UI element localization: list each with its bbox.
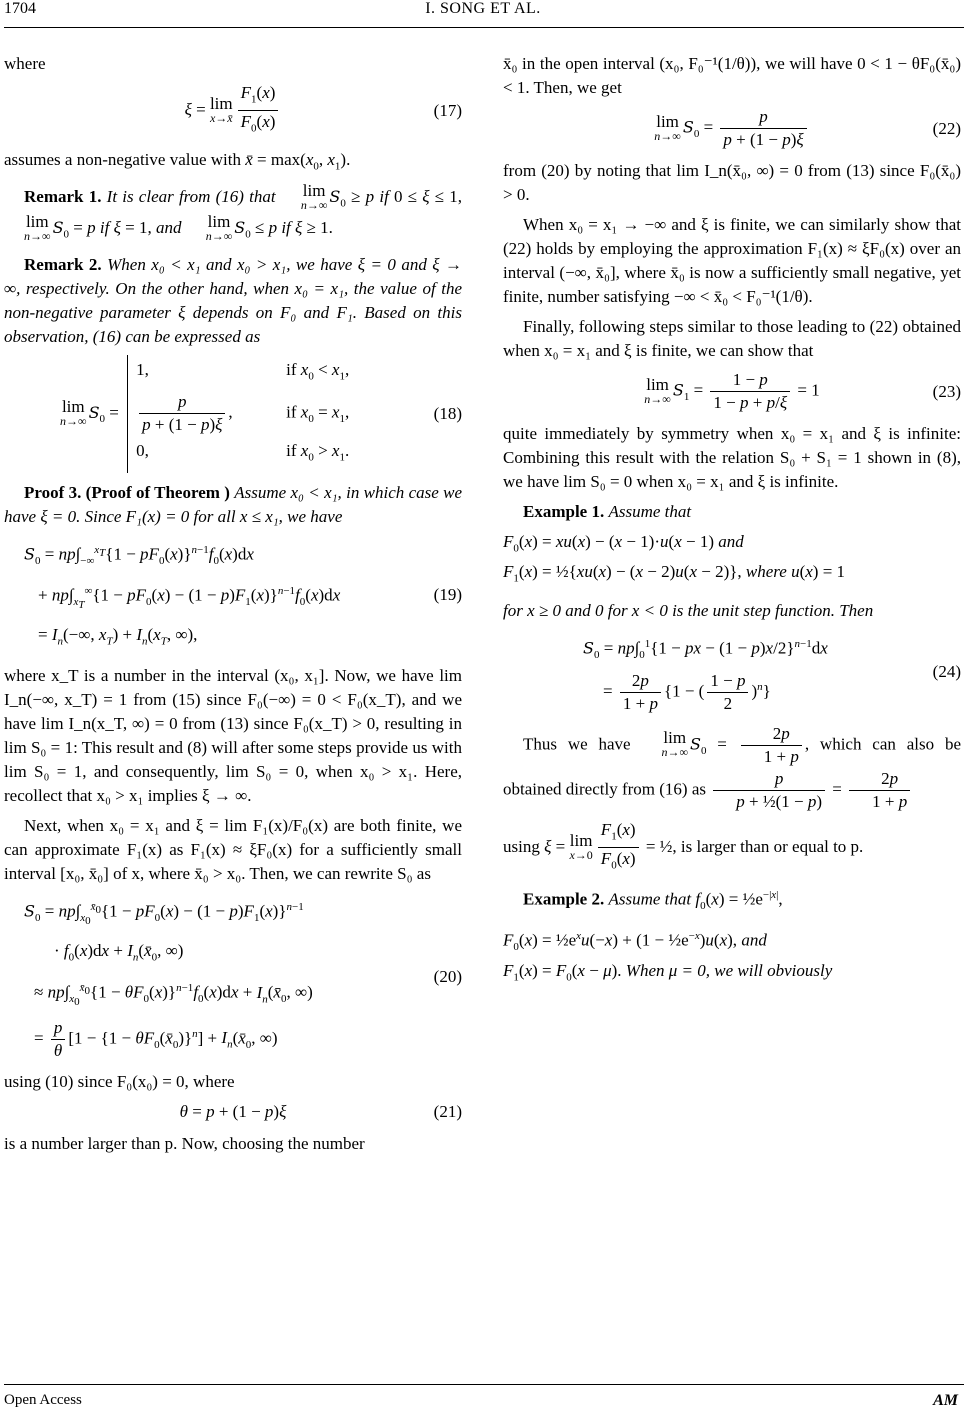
- example-1-definitions: $F_0(x) = xu(x) - (x - 1)\cdot u(x - 1)$ and $F_1(x)$ = ½{xu(x) − (x − 2)u(x − 2)}, where u(x) = 1: [503, 532, 846, 585]
- equation-24: $S_0 = np\int_0^1\{1$ − px − (1 − p)x/2}$^{n-1}$dx = $\frac{2p}{1 + p}$ {1 − ( $\frac{1 - p}{2}$ )$^n$} (24): [583, 637, 961, 713]
- from-20-text: from (20) by noting that lim I_n(x̄₀, ∞) = 0 from (13) since F₀(x̄₀) > 0.: [503, 161, 961, 204]
- remark-1: Remark 1. It is clear from (16) that lim n→∞ $S_0 \ge p$ if 0 ≤ ξ ≤ 1, lim n→∞ $S_0 = p$ if ξ = 1, and lim n→∞ $S_0 \le p$ if ξ ≥ 1.: [24, 181, 463, 244]
- footer-journal: AM: [933, 1392, 958, 1409]
- header-rule: [4, 27, 964, 28]
- assumes-text: assumes a non-negative value with x̄ = $\max(x_0$, $x_1$).: [4, 149, 351, 173]
- equation-20: $S_0 = np\int_{x_0}^{x̄_0}\{1 - pF_0(x) - (1 - p)F_1(x)\}^{n-1}$ · $f_0(x)dx$ + $I_n(x̄_0$, ∞) ≈ $np\int_{x_0}^{x̄_0}\{1 - \theta F_0(x)\}^{n-1}f_0(x)dx$ + $I_n(x̄_0$, ∞) = $\frac{p}{\theta}$ $[1 - \{1 - \theta F_0(x̄_0)\}^n]$ + $I_n(x̄_0$, ∞) (20): [24, 901, 462, 1061]
- equation-number: (22): [932, 118, 961, 138]
- using-text: using ξ = lim x→0 $\frac{F_1(x)}{F_0(x)}$ = ½, is larger than or equal to p.: [503, 819, 961, 877]
- next-paragraph: Next, when x₀ = x₁ and ξ = lim F₁(x)/F₀(x) are both finite, we can approximate F₁(x) as F₁(x) ≈ ξF₀(x) for a sufficiently small interval [x₀, x̄₀] of x, where x̄₀ > x₀. Then, we can rewrite S₀ as: [4, 816, 462, 884]
- page-number: 1704: [4, 0, 36, 17]
- last-line-left: is a number larger than p. Now, choosing the number: [4, 1134, 365, 1154]
- equation-number: (19): [433, 585, 462, 605]
- equation-number: (21): [433, 1102, 462, 1122]
- example-1: Example 1. Assume that: [523, 502, 692, 521]
- left-column: [4, 52, 462, 1162]
- equation-number: (20): [433, 967, 462, 987]
- equation-number: (23): [932, 381, 961, 401]
- example-2-definitions: $F_0(x)$ = $\frac{1}{2}e^xu(-x) + (1$ − $\frac{1}{2}e^{-x})u(x)$, and $F_1(x) = F_0(x - \mu)$. When μ = 0, we will obviously: [503, 929, 833, 984]
- equation-18: lim n→∞ $S_0$ = 1, if $x_0 < x_1$, $\frac{p}{p + (1 - p)\xi}$ , if $x_0 = x_1$, 0, if $x_0 > x_1$. (18): [4, 355, 462, 473]
- where-paragraph: where x_T is a number in the interval (x₀, x₁]. Now, we have lim I_n(−∞, x_T) = 1 from (15) since F₀(−∞) = 0 < F₀(x_T), and we have lim I_n(x_T, ∞) = 0 from (13) since F₀(x_T) > 0, resulting in lim S₀ = 1: This result and (8) will after some steps provide us with lim S₀ = 1, and consequently, lim S₀ = 0, when x₀ > x₁. Here, recollect that x₀ > x₁ implies ξ → ∞.: [4, 666, 462, 806]
- equation-number: (18): [433, 403, 462, 423]
- equation-number: (24): [932, 661, 961, 681]
- running-title: I. SONG ET AL.: [425, 0, 541, 17]
- equation-21: θ = p + (1 − p)ξ (21): [4, 1100, 462, 1124]
- interval-text: x̄₀ in the open interval (x₀, F₀⁻¹(1/θ)), we will have 0 < 1 − θF₀(x̄₀) < 1. Then, we get: [503, 54, 961, 97]
- equation-19: $S_0 = np\int_{-\infty}^{x_T}\{1 - pF_0(x)\}^{n-1}f_0(x)dx$ + $np\int_{x_T}^\infty\{1 - pF_0(x) - (1 - p)F_1(x)\}^{n-1}f_0(x)dx$ = $I_n(-\infty$, $x_T) + I_n(x_T$, ∞), (19): [24, 543, 462, 648]
- equation-number: (17): [433, 100, 462, 120]
- finally-paragraph: Finally, following steps similar to those leading to (22) obtained when x₀ = x₁ and ξ is finite, we can show that: [503, 317, 961, 360]
- using-10-text: using (10) since F₀(x₀) = 0, where: [4, 1072, 235, 1092]
- where-text: where: [4, 54, 46, 73]
- thus-text: Thus we have lim n→∞ $S_0$ = $\frac{2p}{1 + p}$ , which can also be obtained directly from (16) as $\frac{p}{\text{p + ½(1 − p)}}$ = $\frac{2p}{1 + p}$: [503, 723, 961, 811]
- quite-paragraph: quite immediately by symmetry when x₀ = x₁ and ξ is infinite: Combining this result with the relation S₀ + S₁ = 1 shown in (8), we have lim S₀ = 0 when x₀ = x₁ and ξ is infinite.: [503, 424, 961, 491]
- footer-rule: [4, 1384, 964, 1385]
- remark-2: Remark 2. When x₀ < x₁ and x₀ > x₁, we have ξ = 0 and ξ → ∞, respectively. On the other hand, when x₀ = x₁, the value of the non-negative parameter ξ depends on F₀ and F₁. Based on this observation, (16) can be expressed as: [4, 254, 463, 346]
- unit-step-text: for x ≥ 0 and 0 for x < 0 is the unit step function. Then: [503, 600, 874, 620]
- equation-23: lim n→∞ $S_1$ = $\frac{1 - p}{1 - p + p/\xi}$ = 1 (23): [644, 370, 961, 412]
- equation-22: lim n→∞ $S_0$ = $\frac{p}{p + (1 - p)\xi}$ (22): [654, 107, 961, 149]
- when-paragraph: When x₀ = x₁ → −∞ and ξ is finite, we can similarly show that (22) holds by employing the approximation F₁(x) ≈ ξF₀(x) over an interval (−∞, x̄₀], where x̄₀ is now a sufficiently small negative, yet finite, number satisfying −∞ < x̄₀ < F₀⁻¹(1/θ).: [503, 215, 961, 306]
- proof-3: Proof 3. (Proof of Theorem ) Assume x₀ < x₁, in which case we have ξ = 0. Since F₁(x) = 0 for all x ≤ x₁, we have: [4, 482, 462, 526]
- footer-open-access: Open Access: [4, 1392, 82, 1408]
- equation-17: ξ = lim x→x̄ $\frac{F_1(x)}{F_0(x)}$ (17): [4, 82, 462, 140]
- example-2: Example 2. Assume that $f_0(x)$ = $\frac{1}{2}e^{-|x|}$,: [523, 888, 783, 912]
- right-column: [503, 52, 961, 997]
